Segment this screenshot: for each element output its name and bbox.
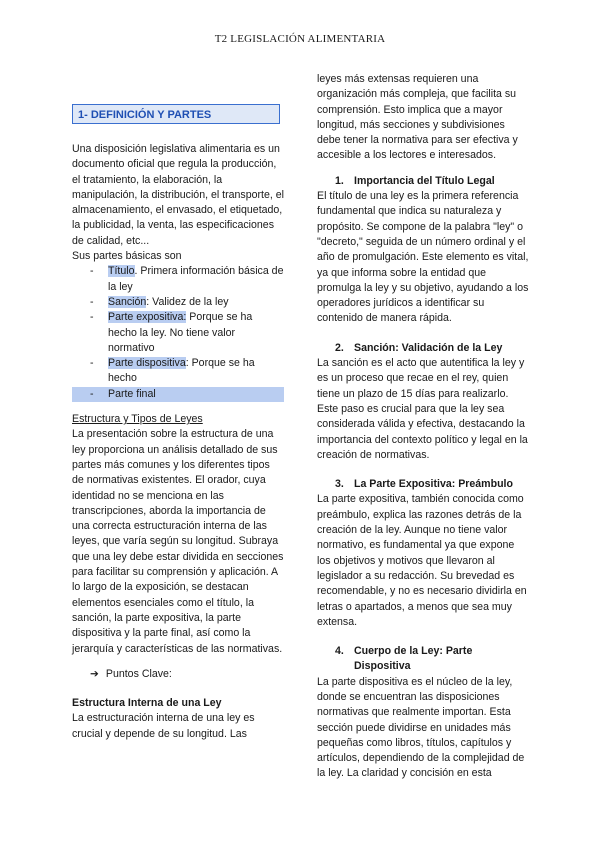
part-name: Parte expositiva: [108,311,187,324]
interna-body-right: leyes más extensas requieren una organización más compleja, que facilita su comprensión. Esto implica que a mayor longitud, más secciones y subdivisiones debe tener la normativa para ser efectiva y accesible a los lectores e interesados. [317,73,518,162]
part-desc: . Primera información básica de la ley [108,265,284,293]
intro-paragraph: Una disposición legislativa alimentaria es un documento oficial que regula la producción, el tratamiento, la elaboración, la manipulación, la distribución, el transporte, el almacenamiento, el envasado, el etiquetado, la publicidad, la venta, las especificaciones de calidad, etc... [72,143,284,247]
right-column [317,72,529,782]
item-number: 4. [335,645,344,658]
interna-title: Estructura Interna de una Ley [72,697,222,710]
arrow-right-icon: ➔ [90,667,99,680]
item-heading [317,644,529,675]
item-number: 1. [335,174,344,187]
item-heading [317,341,529,356]
item-number: 3. [335,478,344,491]
estructura-title: Estructura y Tipos de Leyes [72,413,203,426]
item-body: La parte expositiva, también conocida como preámbulo, explica las razones detrás de la creación de la ley. Aunque no tiene valor normativo, es fundamental ya que expone los objetivos y motivos que llevaron al legislador a su redacción. Su brevedad es recomendable, y no es necesario dividirla en letras o apartados, a menos que sea muy extensa. [317,493,527,628]
item-heading [317,174,529,189]
item-title: La Parte Expositiva: Preámbulo [354,478,513,491]
item-title: Cuerpo de la Ley: Parte Dispositiva [354,645,473,673]
item-heading [317,477,529,492]
part-desc: : Porque se ha hecho [108,357,255,385]
parts-intro: Sus partes básicas son [72,250,182,263]
part-name: Parte final [108,387,156,400]
left-column [72,142,284,742]
list-item [72,264,284,295]
item-body: La sanción es el acto que autentifica la ley y es un proceso que recae en el rey, quien tiene un plazo de 15 días para realizarlo. Este paso es crucial para que la ley sea considerada válida y efectiva, destacando la importancia del contexto político y legal en la creación de normativas. [317,357,528,461]
estructura-body: La presentación sobre la estructura de una ley proporciona un análisis detallado de sus partes más comunes y los diferentes tipos de normativas existentes. El orador, cuya identidad no se menciona en las transcripciones, aborda la importancia de una correcta estructuración interna de las leyes, que varía según su longitud. Subraya que una ley debe estar dividida en secciones para facilitar su comprensión y aplicación. A lo largo de la exposición, se destacan elementos esenciales como el título, la sanción, la parte expositiva, la parte dispositiva y la parte final, así como la jerarquía y características de las normativas. [72,428,284,655]
list-item [72,295,284,310]
list-item [72,356,284,387]
key-points-label: Puntos Clave: [105,667,172,680]
section-heading: 1- DEFINICIÓN Y PARTES [72,104,280,124]
part-name: Título [108,265,135,278]
item-body: El título de una ley es la primera referencia fundamental que indica su naturaleza y propósito. Se compone de la palabra "ley" o "decreto," seguida de un número ordinal y el año de promulgación. Este elemento es vital, ya que informa sobre la entidad que promulga la ley y su objetivo, ayudando a los operadores jurídicos a identificar su contenido de manera rápida. [317,190,529,325]
part-desc: : Validez de la ley [146,295,229,308]
part-desc: Porque se ha hecho la ley. No tiene valor normativo [108,311,253,354]
item-title: Importancia del Título Legal [354,174,495,187]
part-name: Sanción [108,295,147,308]
item-title: Sanción: Validación de la Ley [354,341,503,354]
interna-body-left: La estructuración interna de una ley es crucial y depende de su longitud. Las [72,712,255,740]
parts-list [72,264,284,402]
key-points [72,667,284,682]
page-header: T2 LEGISLACIÓN ALIMENTARIA [214,33,386,45]
item-number: 2. [335,341,344,354]
list-item [72,387,284,402]
item-body: La parte dispositiva es el núcleo de la ley, donde se encuentran las disposiciones normativas que realmente importan. Esta sección puede dividirse en unidades más pequeñas como libros, títulos, capítulos y artículos, dependiendo de la complejidad de la ley. La claridad y concisión en esta [317,675,525,780]
part-name: Parte dispositiva [108,357,186,370]
list-item [72,310,284,356]
